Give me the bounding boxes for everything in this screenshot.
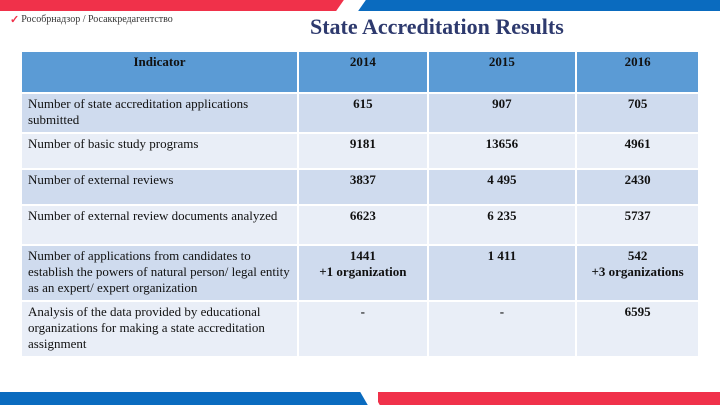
indicator-cell: Number of basic study programs [21, 133, 298, 169]
column-header: 2016 [576, 51, 699, 93]
value-cell: - [298, 301, 428, 357]
indicator-cell: Number of external review documents analyzed [21, 205, 298, 245]
value-cell: - [428, 301, 576, 357]
value-cell: 13656 [428, 133, 576, 169]
value-cell: 907 [428, 93, 576, 133]
column-header: Indicator [21, 51, 298, 93]
value-cell: 615 [298, 93, 428, 133]
value-cell: 6595 [576, 301, 699, 357]
top-red-stripe [0, 0, 348, 11]
indicator-cell: Analysis of the data provided by educational organizations for making a state accreditation assignment [21, 301, 298, 357]
value-cell: 4 495 [428, 169, 576, 205]
table-header-row [21, 51, 699, 93]
table-row [21, 205, 699, 245]
checkmark-icon: ✓ [10, 14, 20, 26]
value-cell: 705 [576, 93, 699, 133]
value-cell: 4961 [576, 133, 699, 169]
table-row [21, 133, 699, 169]
bottom-red-stripe [378, 392, 720, 405]
logo-text: Рособрнадзор / Росаккредагентство [21, 14, 173, 25]
indicator-cell: Number of applications from candidates to establish the powers of natural person/ legal entity as an expert/ expert organization [21, 245, 298, 301]
bottom-blue-stripe [0, 392, 372, 405]
indicator-cell: Number of external reviews [21, 169, 298, 205]
table-row [21, 93, 699, 133]
value-cell: 1441 +1 organization [298, 245, 428, 301]
table-row [21, 169, 699, 205]
indicator-cell: Number of state accreditation applications submitted [21, 93, 298, 133]
results-table [20, 50, 700, 358]
value-cell: 9181 [298, 133, 428, 169]
value-cell: 542 +3 organizations [576, 245, 699, 301]
top-blue-stripe [356, 0, 720, 11]
column-header: 2014 [298, 51, 428, 93]
table-row [21, 245, 699, 301]
value-cell: 1 411 [428, 245, 576, 301]
page-title: State Accreditation Results [310, 14, 564, 39]
logo [10, 13, 173, 26]
value-cell: 5737 [576, 205, 699, 245]
value-cell: 2430 [576, 169, 699, 205]
value-cell: 6 235 [428, 205, 576, 245]
table-row [21, 301, 699, 357]
value-cell: 3837 [298, 169, 428, 205]
column-header: 2015 [428, 51, 576, 93]
value-cell: 6623 [298, 205, 428, 245]
